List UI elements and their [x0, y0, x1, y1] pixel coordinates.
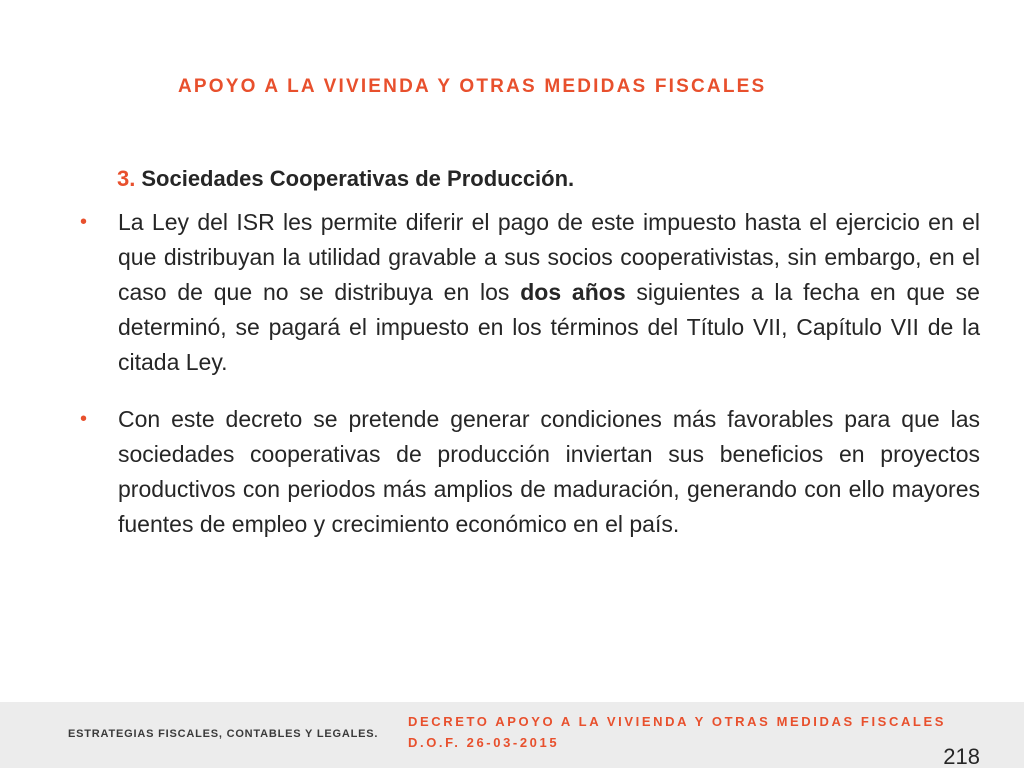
- bullet-marker: •: [80, 211, 88, 233]
- bullet-marker: •: [80, 408, 88, 430]
- page-number: 218: [943, 744, 980, 769]
- section-title: Sociedades Cooperativas de Producción.: [141, 166, 575, 191]
- footer-bar: [0, 702, 1024, 768]
- bullet-item-2: [80, 402, 980, 542]
- section-number: 3.: [117, 166, 136, 191]
- slide-title: APOYO A LA VIVIENDA Y OTRAS MEDIDAS FISCALES: [178, 76, 767, 97]
- footer-date-line: D.O.F. 26-03-2015: [408, 735, 560, 750]
- bullet-list: [80, 205, 980, 542]
- bullet-text: Con este decreto se pretende generar condiciones más favorables para que las sociedades cooperativas de producción inviertan sus beneficios en proyectos productivos con periodos más amplios de maduración, generando con ello mayores fuentes de empleo y crecimiento económico en el país.: [118, 406, 980, 537]
- footer-company: ESTRATEGIAS FISCALES, CONTABLES Y LEGALES.: [68, 728, 379, 740]
- bullet-text-after: siguientes a la fecha en que se determinó, se pagará el impuesto en los términos del Título VII, Capítulo VII de la citada Ley.: [118, 279, 980, 375]
- bullet-bold-text: dos años: [520, 279, 626, 305]
- section-heading: [117, 166, 574, 192]
- bullet-item-1: [80, 205, 980, 380]
- footer-decree-line: DECRETO APOYO A LA VIVIENDA Y OTRAS MEDIDAS FISCALES: [408, 714, 947, 729]
- bullet-text-before: La Ley del ISR les permite diferir el pago de este impuesto hasta el ejercicio en el que distribuyan la utilidad gravable a sus socios cooperativistas, sin embargo, en el caso de que no se distribuya en los: [118, 209, 980, 305]
